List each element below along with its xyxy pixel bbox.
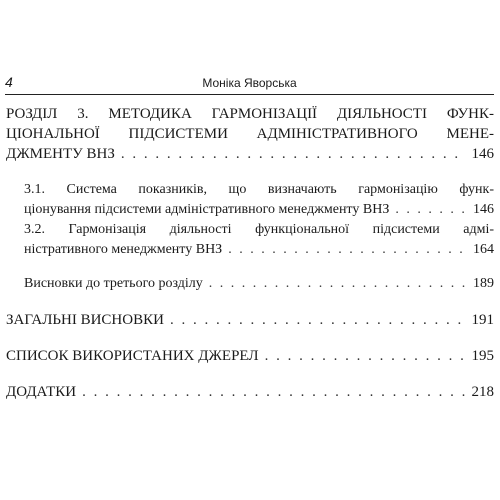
toc-entry-text-line: СПИСОК ВИКОРИСТАНИХ ДЖЕРЕЛ: [6, 348, 259, 364]
toc-entry-text-line: ДОДАТКИ: [6, 384, 77, 400]
dot-leader: [265, 346, 466, 366]
toc-entry-sources[interactable]: [6, 346, 494, 366]
toc-page-number: 218: [471, 384, 494, 400]
toc-page-number: 164: [473, 242, 494, 257]
toc-entry-appendices[interactable]: [6, 382, 494, 402]
page-number: 4: [5, 74, 13, 90]
toc-entry-last-line: [6, 382, 494, 402]
running-head: Моніка Яворська: [202, 76, 297, 90]
toc-entry-last-line: [24, 274, 494, 294]
toc-entry-last-line: [24, 200, 494, 220]
dot-leader: [209, 274, 467, 294]
toc-entry-text-line: Висновки до третього розділу: [24, 276, 203, 291]
toc-entry-last-line: [24, 240, 494, 260]
toc-entry-last-line: [6, 310, 494, 330]
dot-leader: [121, 144, 466, 164]
toc-entry-section-3-2[interactable]: [6, 220, 494, 260]
toc-entry-last-line: [6, 144, 494, 164]
toc-entry-section-3-1[interactable]: [6, 180, 494, 220]
toc-page-number: 189: [473, 276, 494, 291]
toc-entry-conclusions-chapter-3[interactable]: [6, 274, 494, 294]
toc-entry-text-line: ЦІОНАЛЬНОЇ ПІДСИСТЕМИ АДМІНІСТРАТИВНОГО МЕНЕ-: [6, 126, 494, 142]
toc-entry-text-line: РОЗДІЛ 3. МЕТОДИКА ГАРМОНІЗАЦІЇ ДІЯЛЬНОСТІ ФУНК-: [6, 106, 494, 122]
toc-entry-last-line: [6, 346, 494, 366]
toc-entry-text-line: ЗАГАЛЬНІ ВИСНОВКИ: [6, 312, 164, 328]
toc-page-number: 146: [473, 202, 494, 217]
toc-entry-text-line: 3.1. Система показників, що визначають гармонізацію функ-: [24, 182, 494, 197]
dot-leader: [395, 200, 467, 220]
page-header: [5, 74, 494, 95]
toc-entry-text-line: ністративного менеджменту ВНЗ: [24, 242, 223, 257]
toc-entry-text-line: ДЖМЕНТУ ВНЗ: [6, 146, 115, 162]
toc-page-number: 191: [471, 312, 494, 328]
toc-page-number: 195: [471, 348, 494, 364]
toc-entry-text-line: 3.2. Гармонізація діяльності функціональної підсистеми адмі-: [24, 222, 494, 237]
table-of-contents: [6, 104, 494, 402]
dot-leader: [82, 382, 465, 402]
toc-entry-chapter-3[interactable]: [6, 104, 494, 164]
toc-page-number: 146: [471, 146, 494, 162]
dot-leader: [228, 240, 467, 260]
toc-entry-general-conclusions[interactable]: [6, 310, 494, 330]
dot-leader: [170, 310, 466, 330]
toc-entry-text-line: ціонування підсистеми адміністративного менеджменту ВНЗ: [24, 202, 390, 217]
